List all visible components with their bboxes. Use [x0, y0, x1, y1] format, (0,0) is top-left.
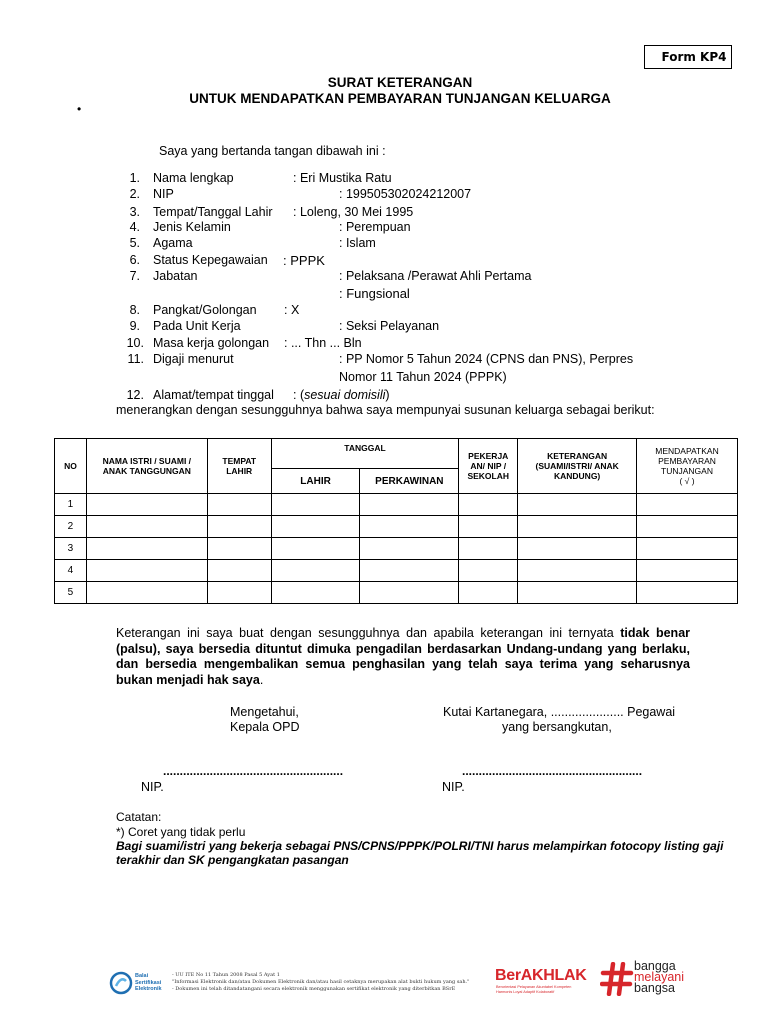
table-row: 2: [55, 516, 738, 538]
berakhlak-subtext: Berorientasi Pelayanan Akuntabel Kompeten Harmonis Loyal Adaptif Kolaboratif: [496, 985, 572, 994]
notes-line1: *) Coret yang tidak perlu: [116, 825, 246, 839]
table-row: 4: [55, 560, 738, 582]
sign-left-line2: Kepala OPD: [230, 720, 300, 734]
bsre-logo: [109, 971, 133, 1000]
notes-title: Catatan:: [116, 810, 162, 824]
col-name: NAMA ISTRI / SUAMI / ANAK TANGGUNGAN: [86, 439, 207, 494]
intro-text: Saya yang bertanda tangan dibawah ini :: [159, 144, 386, 158]
col-info: KETERANGAN (SUAMI/ISTRI/ ANAK KANDUNG): [518, 439, 637, 494]
col-marriage: PERKAWINAN: [360, 469, 459, 494]
sign-left-nip: NIP.: [141, 780, 164, 794]
notes-line2: Bagi suami/istri yang bekerja sebagai PNS/CPNS/PPPK/POLRI/TNI harus melampirkan fotocopy listing gaji: [116, 839, 724, 853]
col-pay: MENDAPATKAN PEMBAYARAN TUNJANGAN ( √ ): [637, 439, 738, 494]
sign-right-nip: NIP.: [442, 780, 465, 794]
title-line1: SURAT KETERANGAN: [327, 75, 473, 90]
berakhlak-logo: BerAKHLAK: [495, 967, 587, 984]
table-header-row: [55, 439, 738, 469]
table-row: 3: [55, 538, 738, 560]
stray-bullet: •: [77, 102, 82, 116]
col-no: NO: [55, 439, 87, 494]
title-line2: UNTUK MENDAPATKAN PEMBAYARAN TUNJANGAN KELUARGA: [189, 91, 611, 106]
sign-left-line1: Mengetahui,: [230, 705, 299, 719]
slogan: bangga melayani bangsa: [634, 959, 685, 995]
col-date: TANGGAL: [271, 439, 459, 469]
col-place: TEMPAT LAHIR: [207, 439, 271, 494]
sign-right-dots: ......................................................: [462, 764, 643, 778]
table-row: 1: [55, 494, 738, 516]
sign-right-line1: Kutai Kartanegara, ..................... Pegawai: [443, 705, 676, 719]
declaration-text: menerangkan dengan sesungguhnya bahwa saya mempunyai susunan keluarga sebagai berikut:: [116, 403, 655, 417]
form-code-box: [644, 45, 732, 69]
legal-footnote: - UU ITE No 11 Tahun 2008 Pasal 5 Ayat 1 "Informasi Elektronik dan/atau Dokumen Elektronik dan/atau hasil cetaknya merupakan alat bukti hukum yang sah." - Dokumen ini telah ditandatangani secara elektronik menggunakan sertifikat elektronik yang diterbitkan BSrE: [172, 972, 470, 992]
hashtag-icon: [600, 962, 634, 1001]
col-birth: LAHIR: [271, 469, 360, 494]
notes-line3: terakhir dan SK pengangkatan pasangan: [116, 853, 349, 867]
table-row: 5: [55, 582, 738, 604]
statement-paragraph: Keterangan ini saya buat dengan sesungguhnya dan apabila keterangan ini ternyata tidak benar (palsu), saya bersedia dituntut dimuka pengadilan berdasarkan Undang-undang yang berlaku, dan bersedia mengembalikan semua penghasilan yang telah saya terima yang seharusnya bukan menjadi hak saya.: [116, 626, 691, 687]
bsre-emblem-icon: [109, 971, 133, 995]
sign-left-dots: ......................................................: [163, 764, 344, 778]
col-job: PEKERJA AN/ NIP / SEKOLAH: [459, 439, 518, 494]
family-table: [54, 438, 738, 604]
bsre-text: Balai Sertifikasi Elektronik: [135, 973, 162, 992]
form-code: Form KP4: [661, 50, 727, 64]
sign-right-line2: yang bersangkutan,: [502, 720, 612, 734]
